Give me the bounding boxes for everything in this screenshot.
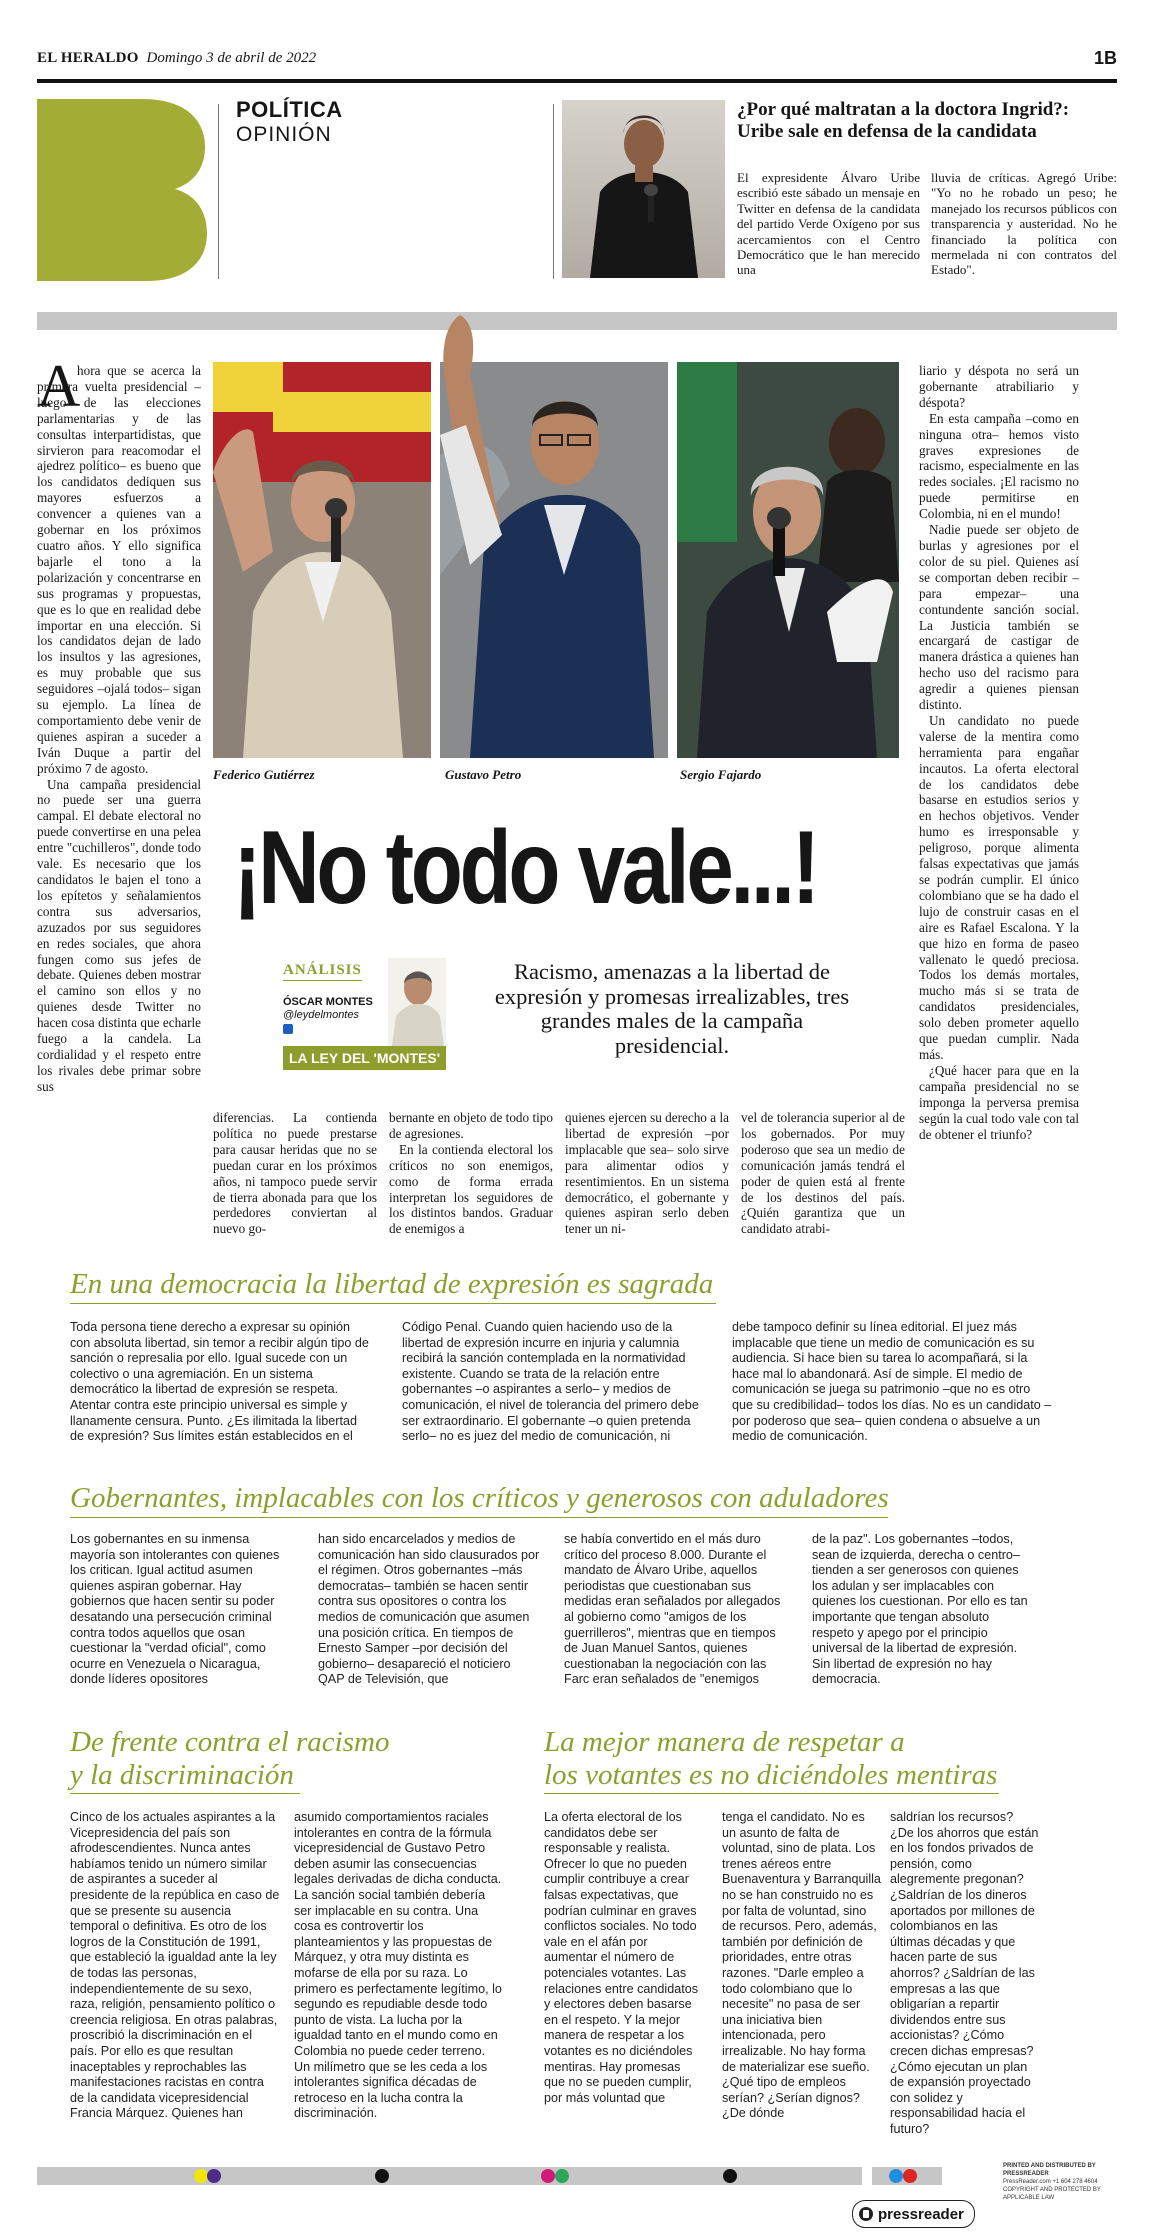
registration-dot-green xyxy=(555,2169,569,2183)
main-bottom-col-2-p1: bernante en objeto de todo tipo de agresiones. xyxy=(389,1110,553,1141)
columnist-photo xyxy=(388,958,446,1046)
main-right-paragraph-1: liario y déspota no será un gobernante atrabiliario y déspota? xyxy=(919,363,1079,410)
caption-federico-gutierrez: Federico Gutiérrez xyxy=(213,767,315,782)
registration-dot-black-2 xyxy=(723,2169,737,2183)
main-headline: ¡No todo vale...! xyxy=(233,810,817,926)
section-subtitle: OPINIÓN xyxy=(236,123,332,146)
pressreader-notice xyxy=(1003,2162,1123,2202)
main-left-paragraph-1: hora que se acerca la primera vuelta presidencial –luego de las elecciones parlamentarias y de las consultas interpartidistas, que sirvieron para reacomodar el ajedrez político– es bueno que los candidatos dediquen sus mayores esfuerzos a convencer a quienes van a gobernar en los próximos cuatro años. Y ello significa bajarle el tono a la polarización y concentrarse en sus programas y propuestas, que es lo que en realidad debe importar en una elección. Si los candidatos dejan de lado los insultos y las agresiones, es muy probable que sus seguidores –ojalá todos– sigan su ejemplo. La línea de comportamiento debe venir de quienes aspiran a suceder a Iván Duque a partir del próximo 7 de agosto. xyxy=(37,363,201,776)
columnist-handle: @leydelmontes xyxy=(283,1009,359,1021)
section-4-col-3: saldrían los recursos? ¿De los ahorros que están en los fondos privados de pensión, como alegremente pregonan? ¿Saldrían de los dineros aportados por millones de colombianos en las últimas décadas y que hacen parte de sus ahorros? ¿Saldrían de las empresas a las que obligarían a repartir dividendos entre sus accionistas? ¿Cómo crecen dichas empresas? ¿Cómo ejecutan un plan de expansión proyectado con solidez y responsabilidad hacia el futuro? xyxy=(890,1810,1039,2136)
columnist-name: ÓSCAR MONTES xyxy=(283,996,373,1008)
issue-date: Domingo 3 de abril de 2022 xyxy=(146,50,317,66)
section-4-rule xyxy=(544,1793,999,1794)
deck: Racismo, amenazas a la libertad de expresión y promesas irrealizables, tres grandes males de la campaña presidencial. xyxy=(494,959,850,1058)
registration-dot-blue xyxy=(889,2169,903,2183)
ingrid-photo xyxy=(562,100,725,278)
bottom-gray-band xyxy=(37,2167,862,2185)
registration-dot-magenta xyxy=(541,2169,555,2183)
section-3-col-2: asumido comportamientos raciales intolerantes en contra de la fórmula vicepresidencial de Gustavo Petro deben asumir las consecuencias legales derivadas de dicha conducta. La sanción social también debería ser implacable en su contra. Una cosa es controvertir los planteamientos y las propuestas de Márquez, y otra muy distinta es mofarse de ella por su raza. Lo primero es perfectamente legítimo, lo segundo es repudiable desde todo punto de vista. La lucha por la igualdad tanto en el mundo como en Colombia no puede ceder terreno. Un milímetro que se les ceda a los intolerantes significa décadas de retroceso en la lucha contra la discriminación. xyxy=(294,1810,502,2121)
section-2-title: Gobernantes, implacables con los críticos y generosos con aduladores xyxy=(70,1482,889,1514)
main-bottom-col-2 xyxy=(389,1110,553,1237)
drop-cap: A xyxy=(37,353,81,419)
main-left-column xyxy=(37,363,201,1233)
photo-sergio-fajardo xyxy=(677,362,899,758)
twitter-icon xyxy=(283,1024,293,1034)
section-4-col-1: La oferta electoral de los candidatos debe ser responsable y realista. Ofrecer lo que no pueden cumplir contribuye a crear falsas expectativas, que podrían culminar en graves conflictos sociales. No todo vale en el afán por aumentar el número de potenciales votantes. Las relaciones entre candidatos y electores deben basarse en el respeto. Y la mejor manera de respetar a los votantes es no diciéndoles mentiras. Hay promesas que no se pueden cumplir, por más voluntad que xyxy=(544,1810,699,2105)
main-right-paragraph-2: En esta campaña –como en ninguna otra– hemos visto graves expresiones de racismo, especialmente en las redes sociales. ¡El racismo no puede permitirse en Colombia, ni en el mundo! xyxy=(919,410,1079,522)
registration-dot-purple xyxy=(207,2169,221,2183)
section-1-col-3: debe tampoco definir su línea editorial. El juez más implacable que tiene un medio de comunicación es su audiencia. Si hace bien su tarea lo acompañará, si la hace mal lo abandonará. Así de simple. El medio de comunicación se juega su patrimonio –que no es otro que su credibilidad– todos los días. No es un candidato –por poderoso que sea– quien condena o absuelve a un medio de comunicación. xyxy=(732,1320,1052,1444)
section-4-col-2: tenga el candidato. No es un asunto de falta de voluntad, sino de plata. Los trenes aéreos entre Buenaventura y Barranquilla no se han construido no es por falta de voluntad, sino de recursos. Pero, además, también por definición de prioridades, entre otras razones. "Darle empleo a todo colombiano que lo necesite" no pasa de ser una iniciativa bien intencionada, pero irrealizable. No hay forma de materializar ese sueño. ¿Qué tipo de empleos serían? ¿Serían dignos? ¿De dónde xyxy=(722,1810,881,2121)
caption-gustavo-petro: Gustavo Petro xyxy=(445,767,522,782)
section-3-title-line-1: De frente contra el racismo xyxy=(70,1726,390,1758)
section-1-col-1: Toda persona tiene derecho a expresar su opinión con absoluta libertad, sin temor a recibir algún tipo de sanción o represalia por ello. Igual sucede con un colectivo o una agremiación. En un sistema democrático la libertad de expresión se respeta. Atentar contra este principio universal es simple y llanamente censura. Punto. ¿Es ilimitada la libertad de expresión? Sus límites están establecidos en el xyxy=(70,1320,369,1444)
section-1-rule xyxy=(70,1303,716,1304)
main-right-column xyxy=(919,363,1079,1243)
section-letter-b xyxy=(37,99,207,281)
column-name-badge: LA LEY DEL 'MONTES' xyxy=(283,1046,446,1070)
sidebar-divider xyxy=(553,104,554,279)
registration-dot-black-1 xyxy=(375,2169,389,2183)
pressreader-line-2: PressReader.com +1 604 278 4604 xyxy=(1003,2179,1098,2185)
photo-federico-gutierrez xyxy=(213,362,431,758)
header-rule xyxy=(37,79,1117,83)
section-2-col-3: se había convertido en el más duro crítico del proceso 8.000. Durante el mandato de Álvaro Uribe, aquellos periodistas que cuestionaban sus medidas eran señalados por allegados al gobierno como "amigos de los guerrilleros", mientras que en tiempos de Juan Manuel Santos, quienes cuestionaban la negociación con las Farc eran señalados de "enemigos xyxy=(564,1532,781,1687)
sidebar-headline: ¿Por qué maltratan a la doctora Ingrid?: Uribe sale en defensa de la candidata xyxy=(737,99,1070,142)
section-4-title-line-2: los votantes es no diciéndoles mentiras xyxy=(544,1759,998,1791)
main-bottom-col-4: vel de tolerancia superior al de los gobernados. Por muy poderoso que sea un medio de comunicación jamás tendrá el poder de quien está al frente de los destinos del país. ¿Quién garantiza que un candidato atrabi- xyxy=(741,1110,905,1237)
sidebar-col-2: lluvia de críticas. Agregó Uribe: "Yo no he robado un peso; he manejado los recursos públicos con transparencia y austeridad. No he financiado la política con mermelada ni con contratos del Estado". xyxy=(931,170,1117,278)
section-logo xyxy=(37,99,207,281)
pressreader-line-3: COPYRIGHT AND PROTECTED BY APPLICABLE LAW xyxy=(1003,2187,1101,2201)
newspaper-name: EL HERALDO xyxy=(37,50,139,66)
main-left-paragraph-2: Una campaña presidencial no puede ser una guerra campal. El debate electoral no puede convertirse en una pelea entre "cuchilleros", donde todo vale. Es necesario que los candidatos le bajen el tono a los epítetos y señalamientos contra sus adversarios, azuzados por sus seguidores en redes sociales, que ahora fungen como sus jefes de debate. Quienes deben mostrar el camino son ellos y no quienes desde Twitter no hacen cosa distinta que echarle fuego a la candela. La cordialidad y el respeto entre los rivales debe primar sobre sus xyxy=(37,776,201,1094)
section-2-rule xyxy=(70,1517,888,1518)
photo-gustavo-petro xyxy=(440,315,668,758)
section-3-title-line-2: y la discriminación xyxy=(70,1759,294,1791)
section-2-col-1: Los gobernantes en su inmensa mayoría son intolerantes con quienes los critican. Igual actitud asumen quienes aspiran gobernar. Hay gobiernos que hacen sentir su poder desatando una persecución criminal contra todos aquellos que osan cuestionar la "verdad oficial", como ocurre en Venezuela o Nicaragua, donde líderes opositores xyxy=(70,1532,280,1687)
main-right-paragraph-3: Nadie puede ser objeto de burlas y agresiones por el color de su piel. Quienes así se comportan deben recibir –para empezar– una contundente sanción social. La Justicia también se encargará de castigar de manera drástica a quienes han hecho uso del racismo para agredir a quienes piensan distinto. xyxy=(919,522,1079,713)
analysis-label: ANÁLISIS xyxy=(283,962,362,981)
section-divider xyxy=(218,104,219,279)
masthead xyxy=(37,50,316,67)
section-3-col-1: Cinco de los actuales aspirantes a la Vicepresidencia del país son afrodescendientes. Nunca antes habíamos tenido un número similar de aspirantes a suceder al presidente de la república en caso de que se presente su ausencia temporal o definitiva. Es otro de los logros de la Constitución de 1991, que estableció la igualdad ante la ley de todas las personas, independientemente de su sexo, raza, religión, pensamiento político o creencia religiosa. En otras palabras, proscribió la discriminación en el país. Por ello es que resultan inaceptables y reprochables las manifestaciones racistas en contra de la candidata vicepresidencial Francia Márquez. Quienes han xyxy=(70,1810,280,2121)
pressreader-line-1: PRINTED AND DISTRIBUTED BY PRESSREADER xyxy=(1003,2163,1096,2177)
main-right-paragraph-5: ¿Qué hacer para que en la campaña presidencial no se imponga la perversa premisa según la cual todo vale con tal de obtener el triunfo? xyxy=(919,1062,1079,1142)
section-4-title-line-1: La mejor manera de respetar a xyxy=(544,1726,905,1758)
section-2-col-4: de la paz". Los gobernantes –todos, sean de izquierda, derecha o centro– tienden a ser generosos con quienes los adulan y ser implacables con quienes los cuestionan. Por ello es tan importante que tengan absoluto respeto y apego por el principio universal de la libertad de expresión. Sin libertad de expresión no hay democracia. xyxy=(812,1532,1028,1687)
section-2-col-2: han sido encarcelados y medios de comunicación han sido clausurados por el régimen. Otros gobernantes –más democratas– también se hacen sentir contra sus opositores o contra los medios de comunicación que asumen una posición crítica. En tiempos de Ernesto Samper –por decisión del gobierno– desapareció el noticiero QAP de Televisión, que xyxy=(318,1532,540,1687)
section-1-col-2: Código Penal. Cuando quien haciendo uso de la libertad de expresión incurre en injuria y calumnia recibirá la sanción contemplada en la normatividad existente. Cuando se trata de la relación entre gobernantes –o aspirantes a serlo– y medios de comunicación, el nivel de tolerancia del primero debe ser extraordinario. El gobernante –o quien pretenda serlo– no es juez del medio de comunicación, ni xyxy=(402,1320,699,1444)
main-bottom-col-1: diferencias. La contienda política no puede prestarse para causar heridas que no se puedan curar en los próximos años, ni tampoco puede servir de tierra abonada para que los perdedores conviertan al nuevo go- xyxy=(213,1110,377,1237)
registration-dot-yellow xyxy=(194,2169,208,2183)
section-1-title: En una democracia la libertad de expresión es sagrada xyxy=(70,1268,714,1300)
section-title: POLÍTICA xyxy=(236,97,343,122)
main-bottom-col-2-p2: En la contienda electoral los críticos no son enemigos, como de forma errada interpretan los seguidores de los distintos bandos. Graduar de enemigos a xyxy=(389,1141,553,1237)
pressreader-brand: pressreader xyxy=(878,2205,964,2223)
sidebar-col-1: El expresidente Álvaro Uribe escribió este sábado un mensaje en Twitter en defensa de la candidata del partido Verde Oxígeno por sus acercamientos con el Centro Democrático que le han merecido una xyxy=(737,170,920,278)
pressreader-logo-icon xyxy=(859,2207,873,2221)
section-3-rule xyxy=(70,1793,300,1794)
main-right-paragraph-4: Un candidato no puede valerse de la mentira como herramienta para engañar incautos. La oferta electoral de los candidatos debe basarse en estudios serios y en hechos objetivos. Vender humo es irresponsable y peligroso, porque alimenta falsas expectativas que jamás se podrán cumplir. El único colombiano que se ha dado el lujo de construir casas en el aire es Rafael Escalona. Y la que hizo en forma de paseo vallenato le quedó preciosa. Todos los demás mortales, mucho más si se trata de candidatos presidenciales, solo deben prometer aquello que puedan cumplir. Nada más. xyxy=(919,712,1079,1062)
caption-sergio-fajardo: Sergio Fajardo xyxy=(680,767,762,782)
page-number: 1B xyxy=(1093,48,1117,68)
main-bottom-col-3: quienes ejercen su derecho a la libertad de expresión –por implacable que sea– solo sirve para alimentar odios y resentimientos. En un sistema democrático, el gobernante y quienes aspiran serlo deben tener un ni- xyxy=(565,1110,729,1237)
registration-dot-red xyxy=(903,2169,917,2183)
pressreader-badge xyxy=(852,2200,975,2228)
